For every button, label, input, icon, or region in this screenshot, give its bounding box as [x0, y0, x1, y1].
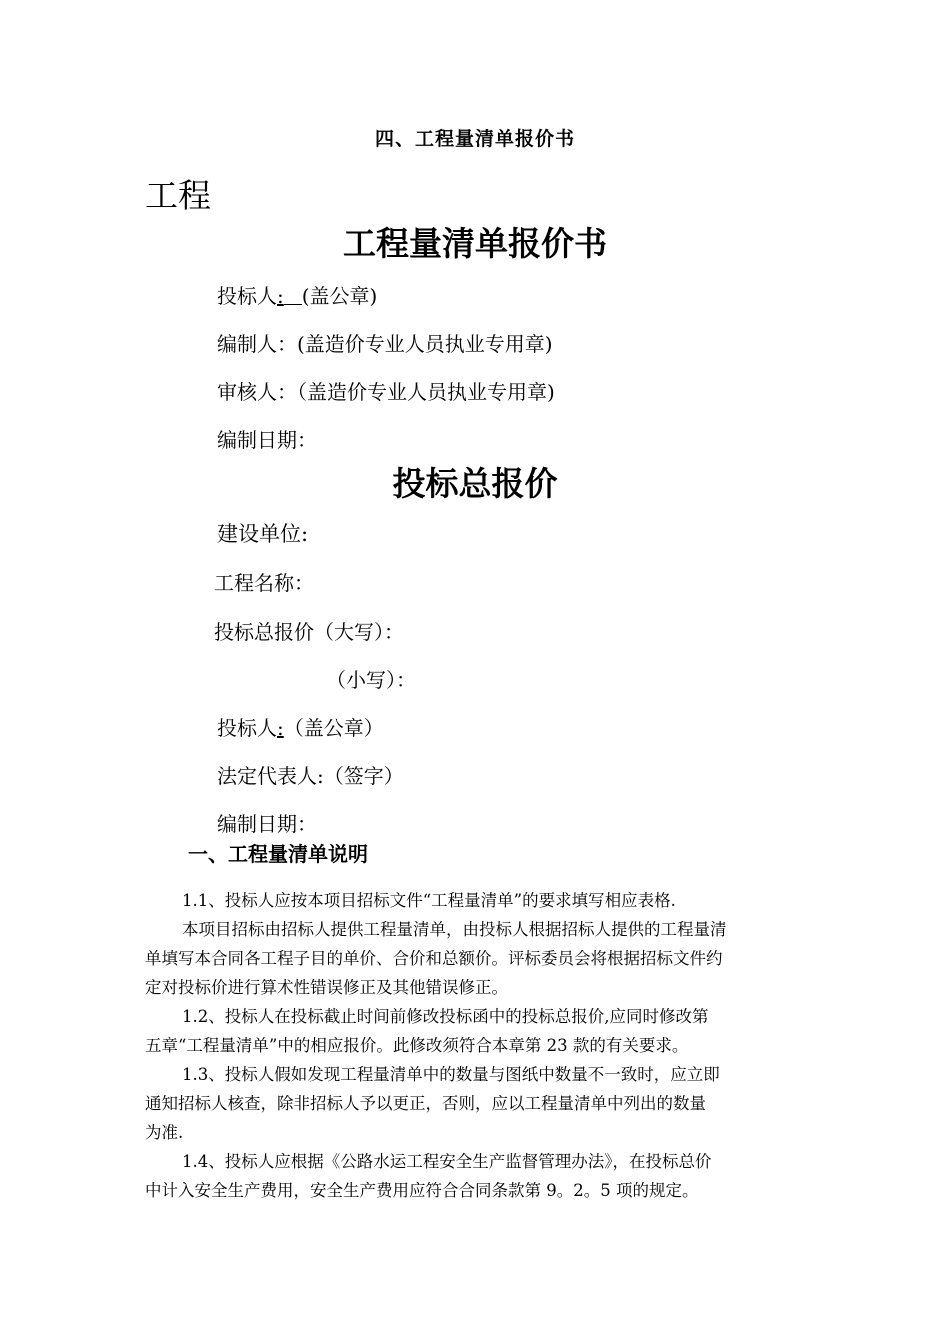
total-compile-date: 编制日期：: [217, 812, 317, 836]
bid-upper-line: 投标总报价（大写）：: [214, 620, 404, 644]
legal-rep-line: 法定代表人:（签字）: [217, 764, 404, 788]
section-heading: 四、工程量清单报价书: [374, 128, 575, 150]
paragraph-line: 定对投标价进行算术性错误修正及其他错误修正。: [145, 978, 508, 997]
notes-paragraph-3: [145, 1002, 805, 1060]
paragraph-line: 中计入安全生产费用，安全生产费用应符合合同条款第 9。2。5 项的规定。: [145, 1181, 699, 1200]
cover-bidder-label: 投标人: [217, 284, 277, 308]
notes-title: 一、工程量清单说明: [188, 842, 368, 866]
paragraph-line: 1.2、投标人在投标截止时间前修改投标函中的投标总报价,应同时修改第: [182, 1007, 709, 1026]
paragraph-line: 本项目招标由招标人提供工程量清单，由投标人根据招标人提供的工程量清: [182, 920, 727, 939]
notes-paragraph-1: [145, 886, 805, 915]
paragraph-line: 为准.: [145, 1123, 184, 1142]
cover-reviewer: 审核人：（盖造价专业人员执业专用章): [217, 380, 555, 404]
paragraph-line: 通知招标人核查，除非招标人予以更正，否则，应以工程量清单中列出的数量: [145, 1094, 706, 1113]
cover-title: 工程量清单报价书: [343, 224, 607, 263]
paragraph-line: 1.1、投标人应按本项目招标文件“工程量清单”的要求填写相应表格.: [182, 891, 676, 910]
project-name-line: 工程名称：: [214, 571, 314, 595]
paragraph-line: 1.3、投标人假如发现工程量清单中的数量与图纸中数量不一致时，应立即: [182, 1065, 720, 1084]
project-label: 工程: [145, 176, 211, 215]
total-bid-title: 投标总报价: [392, 464, 558, 503]
total-bidder-note: （盖公章）: [283, 716, 384, 740]
notes-paragraph-2: [145, 915, 805, 1002]
paragraph-line: 1.4、投标人应根据《公路水运工程安全生产监督管理办法》，在投标总价: [182, 1152, 712, 1171]
cover-bidder-blank: [284, 286, 302, 305]
cover-compiler: 编制人：(盖造价专业人员执业专用章): [217, 332, 553, 356]
notes-paragraph-5: [145, 1147, 805, 1205]
paragraph-line: 五章“工程量清单”中的相应报价。此修改须符合本章第 23 款的有关要求。: [145, 1036, 689, 1055]
total-bidder-label: 投标人: [217, 716, 277, 740]
total-bidder-line: [217, 712, 384, 741]
total-bidder-colon: :: [277, 716, 284, 740]
notes-paragraph-4: [145, 1060, 805, 1147]
bid-lower-line: （小写）：: [326, 668, 416, 692]
cover-bidder-note: (盖公章): [301, 284, 378, 308]
paragraph-line: 单填写本合同各工程子目的单价、合价和总额价。评标委员会将根据招标文件约: [145, 949, 723, 968]
cover-compile-date: 编制日期：: [217, 428, 317, 452]
cover-bidder-line: [217, 280, 377, 309]
client-line: 建设单位:: [217, 522, 309, 546]
cover-bidder-colon: :: [277, 284, 284, 308]
